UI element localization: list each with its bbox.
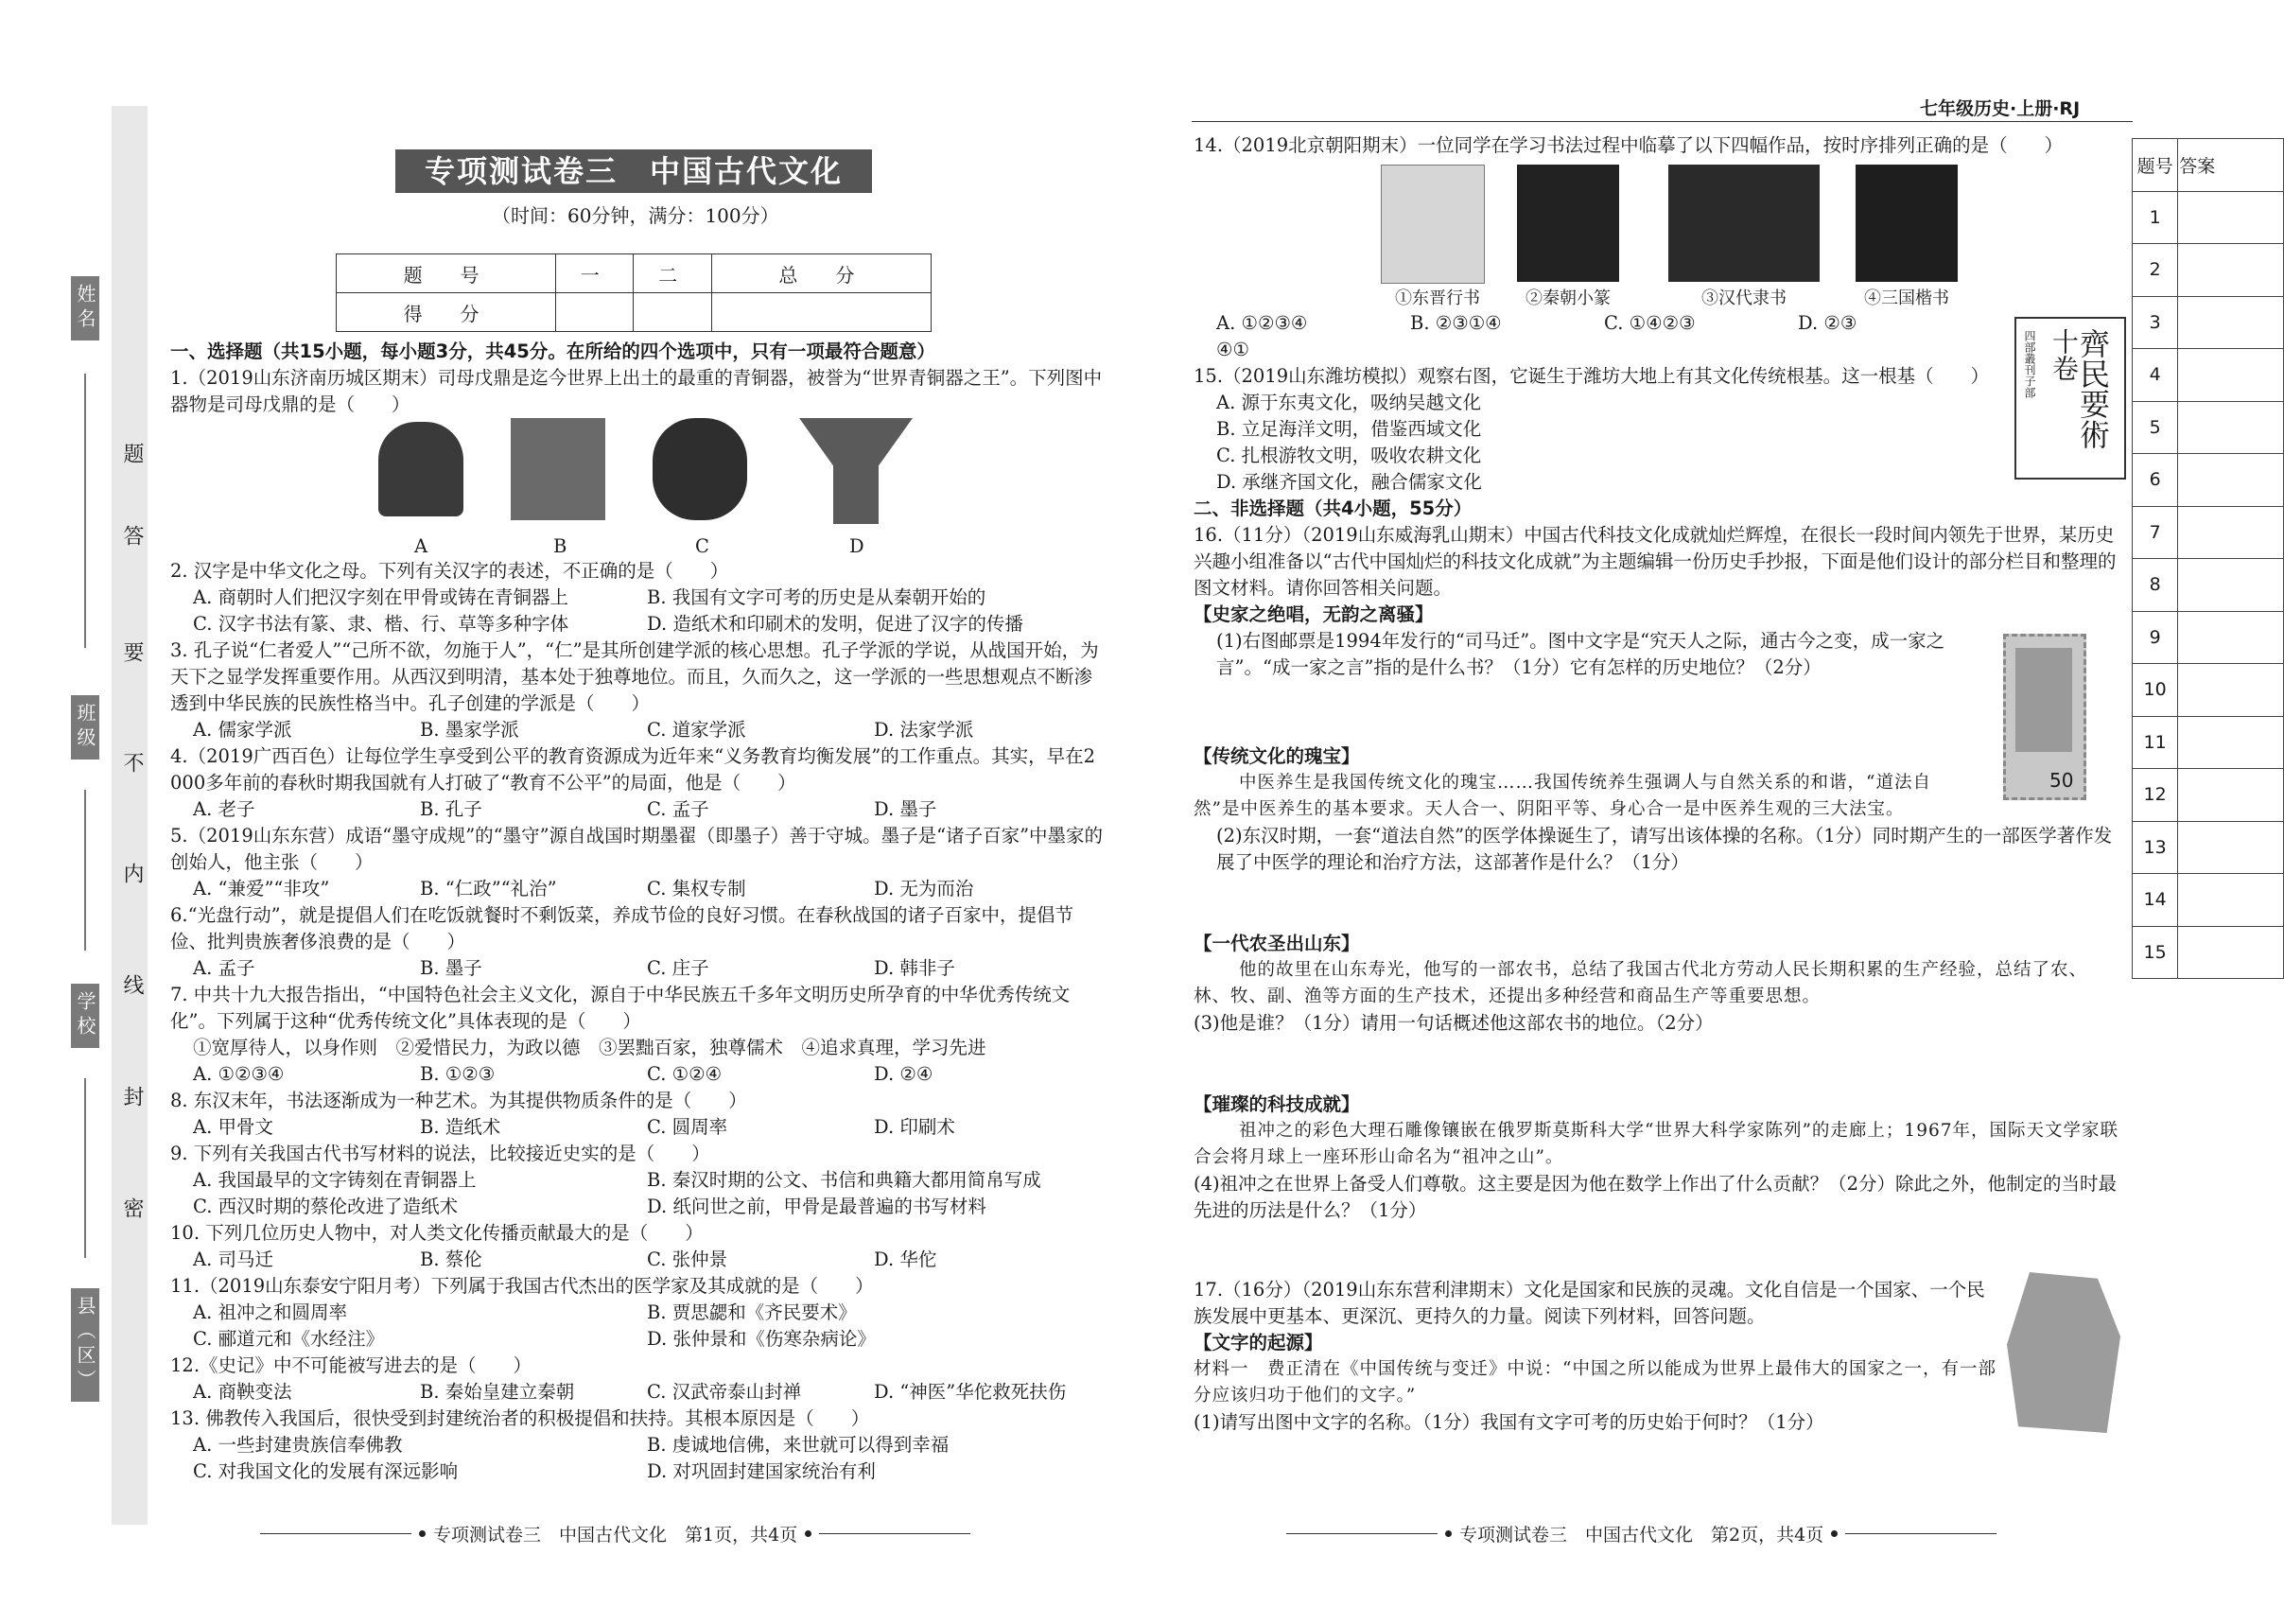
oracle-bone-image bbox=[2007, 1272, 2120, 1433]
question-15: 15.（2019山东潍坊模拟）观察右图，它诞生于潍坊大地上有其文化传统根基。这一根基（ ） bbox=[1194, 365, 1990, 387]
book-volumes: 十卷 bbox=[2049, 328, 2080, 381]
question-4: 4.（2019广西百色）让每位学生享受到公平的教育资源成为近年来“义务教育均衡发展”的工作重点。其实，早在2 000多年前的春秋时期我国就有人打破了“教育不公平”的局面，他是（ ） bbox=[170, 745, 1096, 794]
seal-char: 答 bbox=[120, 525, 144, 546]
question-16-1: (1)右图邮票是1994年发行的“司马迁”。图中文字是“究天人之际，通古今之变，成一家之言”。“成一家之言”指的是什么书？（1分）它有怎样的历史地位？（2分） bbox=[1216, 630, 1945, 678]
question-5: 5.（2019山东东营）成语“墨守成规”的“墨守”源自战国时期墨翟（即墨子）善于守城。墨子是“诸子百家”中墨家的创始人，他主张（ ） bbox=[170, 825, 1104, 873]
option-label: D bbox=[849, 535, 864, 557]
option: B. 秦始皇建立秦朝 bbox=[420, 1381, 575, 1403]
page-title: 专项测试卷三 中国古代文化 bbox=[395, 149, 872, 193]
subsection-heading: 【史家之绝唱，无韵之离骚】 bbox=[1194, 603, 1434, 625]
option: A. 我国最早的文字铸刻在青铜器上 bbox=[193, 1169, 477, 1191]
bronze-ding-icon bbox=[378, 422, 463, 516]
question-number: 3 bbox=[2133, 296, 2178, 349]
footer-left bbox=[260, 1521, 970, 1546]
page-number: 专项测试卷三 中国古代文化 第2页，共4页 bbox=[1459, 1525, 1824, 1545]
question-number: 14 bbox=[2133, 874, 2178, 927]
question-number: 10 bbox=[2133, 664, 2178, 717]
option: B. 立足海洋文明，借鉴西域文化 bbox=[1216, 418, 1482, 440]
option: B. 虔诚地信佛，来世就可以得到幸福 bbox=[647, 1434, 950, 1456]
fill-line bbox=[84, 1078, 86, 1258]
option: B. ②③①④ bbox=[1410, 312, 1502, 334]
bronze-vessel-icon bbox=[653, 418, 747, 520]
score-header-cell: 总 分 bbox=[711, 254, 931, 293]
option: A. 儒家学派 bbox=[193, 719, 292, 741]
option: C. 扎根游牧文明，吸收农耕文化 bbox=[1216, 445, 1482, 466]
option: D. “神医”华佗救死扶伤 bbox=[874, 1381, 1067, 1403]
class-label: 班级 bbox=[71, 695, 99, 760]
option: A. 商鞅变法 bbox=[193, 1381, 292, 1403]
q1-images bbox=[170, 418, 1107, 533]
sima-qian-stamp-image bbox=[2003, 634, 2086, 800]
score-header-cell: 二 bbox=[634, 254, 711, 293]
question-14: 14.（2019北京朝阳期末）一位同学在学习书法过程中临摹了以下四幅作品，按时序排列正确的是（ ） bbox=[1194, 134, 2064, 156]
answer-cell[interactable] bbox=[2178, 926, 2284, 979]
score-header-cell: 一 bbox=[556, 254, 634, 293]
option: B. 我国有文字可考的历史是从秦朝开始的 bbox=[647, 586, 986, 608]
question-9: 9. 下列有关我国古代书写材料的说法，比较接近史实的是（ ） bbox=[170, 1143, 710, 1164]
right-column-part2 bbox=[1194, 496, 2120, 1436]
score-cell[interactable] bbox=[556, 293, 634, 332]
subsection-heading: 【璀璨的科技成就】 bbox=[1194, 1093, 1360, 1115]
option: D. 承继齐国文化，融合儒家文化 bbox=[1216, 471, 1482, 493]
seal-char: 要 bbox=[120, 641, 144, 662]
subsection-heading: 【文字的起源】 bbox=[1194, 1332, 1323, 1353]
stamp-value: 50 bbox=[2049, 769, 2074, 792]
answer-cell[interactable] bbox=[2178, 191, 2284, 244]
question-13: 13. 佛教传入我国后，很快受到封建统治者的积极提倡和扶持。其根本原因是（ ） bbox=[170, 1407, 870, 1429]
left-column bbox=[170, 339, 1107, 1485]
answer-cell[interactable] bbox=[2178, 559, 2284, 612]
answer-table bbox=[2132, 138, 2284, 979]
question-16-4: (4)祖冲之在世界上备受人们尊敬。这主要是因为他在数学上作出了什么贡献？（2分）除此之外，他制定的当时最先进的历法是什么？（1分） bbox=[1194, 1173, 2118, 1221]
question-16: 16.（11分）（2019山东威海乳山期末）中国古代科技文化成就灿烂辉煌，在很长一段时间内领先于世界，某历史兴趣小组准备以“古代中国灿烂的科技文化成就”为主题编辑一份历史手抄报，下面是他们设计的部分栏目和整理的图文材料。请你回答相关问题。 bbox=[1194, 524, 2117, 599]
option: A. 甲骨文 bbox=[193, 1116, 273, 1138]
score-cell[interactable] bbox=[711, 293, 931, 332]
section-heading: 二、非选择题（共4小题，55分） bbox=[1194, 498, 1473, 519]
answer-cell[interactable] bbox=[2178, 821, 2284, 874]
exam-subtitle: （时间：60分钟，满分：100分） bbox=[492, 204, 779, 227]
question-17: 17.（16分）（2019山东东营利津期末）文化是国家和民族的灵魂。文化自信是一个国家、一个民族发展中更基本、更深沉、更持久的力量。阅读下列材料，回答问题。 bbox=[1194, 1279, 1985, 1327]
option: C. 庄子 bbox=[647, 957, 709, 979]
seal-char: 内 bbox=[120, 863, 144, 883]
score-header-cell: 题 号 bbox=[337, 254, 556, 293]
bronze-ding-icon bbox=[511, 418, 605, 520]
option: B. ①②③ bbox=[420, 1063, 496, 1085]
option: A. “兼爱”“非攻” bbox=[193, 878, 330, 899]
calligraphy-regular-script-image bbox=[1856, 165, 1958, 282]
option: A. 源于东夷文化，吸纳吴越文化 bbox=[1216, 392, 1481, 413]
answer-cell[interactable] bbox=[2178, 244, 2284, 297]
score-cell[interactable] bbox=[634, 293, 711, 332]
option: B. 秦汉时期的公文、书信和典籍大都用简帛写成 bbox=[647, 1169, 1041, 1191]
image-caption: ②秦朝小篆 bbox=[1526, 288, 1611, 308]
answer-cell[interactable] bbox=[2178, 874, 2284, 927]
answer-cell[interactable] bbox=[2178, 349, 2284, 402]
answer-cell[interactable] bbox=[2178, 454, 2284, 507]
grade-header: 七年级历史·上册·RJ bbox=[1920, 98, 2081, 119]
question-number: 6 bbox=[2133, 454, 2178, 507]
option: A. 老子 bbox=[193, 798, 255, 820]
seal-char: 封 bbox=[120, 1086, 144, 1107]
question-number: 5 bbox=[2133, 401, 2178, 454]
answer-cell[interactable] bbox=[2178, 769, 2284, 822]
material-text: 材料一 费正清在《中国传统与变迁》中说：“中国之所以能成为世界上最伟大的国家之一，有一部分应该归功于他们的文字。” bbox=[1194, 1359, 1996, 1406]
question-16-3: (3)他是谁？（1分）请用一句话概述他这部农书的地位。（2分） bbox=[1194, 1012, 1714, 1034]
option: C. 张仲景 bbox=[647, 1249, 728, 1270]
option: B. 墨子 bbox=[420, 957, 482, 979]
material-text: 祖冲之的彩色大理石雕像镶嵌在俄罗斯莫斯科大学“世界大科学家陈列”的走廊上；1967年，国际天文学家联合会将月球上一座环形山命名为“祖冲之山”。 bbox=[1194, 1121, 2119, 1167]
option: C. 汉字书法有篆、隶、楷、行、草等多种字体 bbox=[193, 613, 569, 635]
question-2: 2. 汉字是中华文化之母。下列有关汉字的表述，不正确的是（ ） bbox=[170, 560, 729, 582]
binding-strip bbox=[112, 106, 148, 1525]
option: B. 贾思勰和《齐民要术》 bbox=[647, 1301, 857, 1323]
option: A. 商朝时人们把汉字刻在甲骨或铸在青铜器上 bbox=[193, 586, 568, 608]
name-label: 姓名 bbox=[71, 276, 99, 341]
option: D. 印刷术 bbox=[874, 1116, 955, 1138]
footer-right bbox=[1286, 1521, 1996, 1546]
option: B. 蔡伦 bbox=[420, 1249, 482, 1270]
option: C. 集权专制 bbox=[647, 878, 746, 899]
option: C. 对我国文化的发展有深远影响 bbox=[193, 1460, 459, 1482]
question-number: 4 bbox=[2133, 349, 2178, 402]
book-series: 四部叢刊子部 bbox=[2023, 330, 2036, 398]
section-heading: 一、选择题（共15小题，每小题3分，共45分。在所给的四个选项中，只有一项最符合题意） bbox=[170, 341, 935, 362]
option: D. 张仲景和《伤寒杂病论》 bbox=[647, 1328, 876, 1350]
question-number: 2 bbox=[2133, 244, 2178, 297]
option: D. 法家学派 bbox=[874, 719, 974, 741]
answer-table-header: 答案 bbox=[2178, 139, 2284, 192]
option: C. 圆周率 bbox=[647, 1116, 728, 1138]
county-label: 县（区） bbox=[71, 1288, 99, 1402]
option: B. “仁政”“礼治” bbox=[420, 878, 557, 899]
answer-cell[interactable] bbox=[2178, 716, 2284, 769]
answer-cell[interactable] bbox=[2178, 664, 2284, 717]
option: C. 孟子 bbox=[647, 798, 709, 820]
option: A. 一些封建贵族信奉佛教 bbox=[193, 1434, 403, 1456]
option: C. 道家学派 bbox=[647, 719, 746, 741]
option: B. 墨家学派 bbox=[420, 719, 519, 741]
option: D. ②③ bbox=[1798, 312, 1857, 334]
image-caption: ③汉代隶书 bbox=[1701, 288, 1787, 308]
question-number: 15 bbox=[2133, 926, 2178, 979]
answer-cell[interactable] bbox=[2178, 611, 2284, 664]
option: D. ②④ bbox=[874, 1063, 933, 1085]
calligraphy-running-script-image bbox=[1381, 165, 1485, 284]
calligraphy-seal-script-image bbox=[1517, 165, 1619, 282]
question-10: 10. 下列几位历史人物中，对人类文化传播贡献最大的是（ ） bbox=[170, 1222, 704, 1244]
book-title: 齊民要術 bbox=[2075, 328, 2111, 449]
option: D. 墨子 bbox=[874, 798, 937, 820]
material-text: 中医养生是我国传统文化的瑰宝……我国传统养生强调人与自然关系的和谐，“道法自然”是中医养生的基本要求。天人合一、阴阳平等、身心合一是中医养生观的三大法宝。 bbox=[1194, 773, 1931, 819]
option-label: C bbox=[695, 535, 709, 557]
material-text: 他的故里在山东寿光，他写的一部农书，总结了我国古代北方劳动人民长期积累的生产经验，总结了农、林、牧、副、渔等方面的生产技术，还提出多种经营和商品生产等重要思想。 bbox=[1194, 960, 2088, 1006]
image-caption: ④三国楷书 bbox=[1864, 288, 1949, 308]
option: C. 西汉时期的蔡伦改进了造纸术 bbox=[193, 1196, 459, 1217]
calligraphy-images bbox=[1194, 159, 1988, 310]
option: B. 造纸术 bbox=[420, 1116, 501, 1138]
question-16-2: (2)东汉时期，一套“道法自然”的医学体操诞生了，请写出该体操的名称。（1分）同时期产生的一部医学著作发展了中医学的理论和治疗方法，这部著作是什么？（1分） bbox=[1216, 825, 2113, 873]
question-1: 1.（2019山东济南历城区期末）司母戊鼎是迄今世界上出土的最重的青铜器，被誉为“世界青铜器之王”。下列图中器物是司母戊鼎的是（ ） bbox=[170, 367, 1103, 415]
question-number: 12 bbox=[2133, 769, 2178, 822]
seal-char: 密 bbox=[120, 1197, 144, 1218]
question-7: 7. 中共十九大报告指出，“中国特色社会主义文化，源自于中华民族五千多年文明历史所孕育的中华优秀传统文化”。下列属于这种“优秀传统文化”具体表现的是（ ） bbox=[170, 984, 1071, 1032]
question-3: 3. 孔子说“仁者爱人”“己所不欲，勿施于人”，“仁”是其所创建学派的核心思想。孔子学派的学说，从战国开始，为天下之显学发挥重要作用。从西汉到明清，基本处于独尊地位。而且，久而久之，这一学派的一些思想观点不断渗透到中华民族的民族性格当中。孔子创建的学派是（ ） bbox=[170, 639, 1099, 714]
option: D. 韩非子 bbox=[874, 957, 955, 979]
score-label-cell: 得 分 bbox=[337, 293, 556, 332]
option: A. 孟子 bbox=[193, 957, 255, 979]
option-label: A bbox=[414, 535, 428, 557]
option: D. 华佗 bbox=[874, 1249, 937, 1270]
calligraphy-clerical-script-image bbox=[1668, 165, 1820, 282]
seal-char: 不 bbox=[120, 752, 144, 773]
option-continued: ④① bbox=[1216, 339, 1249, 360]
option: C. ①④②③ bbox=[1604, 312, 1696, 334]
option: A. ①②③④ bbox=[1216, 312, 1308, 334]
seal-char: 线 bbox=[120, 974, 144, 995]
option: C. ①②④ bbox=[647, 1063, 723, 1085]
question-7-items: ①宽厚待人，以身作则 ②爱惜民力，为政以德 ③罢黜百家，独尊儒术 ④追求真理，学习先进 bbox=[193, 1037, 986, 1058]
option: D. 无为而治 bbox=[874, 878, 974, 899]
image-caption: ①东晋行书 bbox=[1395, 288, 1480, 308]
question-number: 7 bbox=[2133, 506, 2178, 559]
page-number: 专项测试卷三 中国古代文化 第1页，共4页 bbox=[433, 1525, 798, 1545]
question-number: 13 bbox=[2133, 821, 2178, 874]
answer-cell[interactable] bbox=[2178, 506, 2284, 559]
question-number: 9 bbox=[2133, 611, 2178, 664]
question-8: 8. 东汉末年，书法逐渐成为一种艺术。为其提供物质条件的是（ ） bbox=[170, 1090, 747, 1111]
option-label: B bbox=[553, 535, 567, 557]
header-rule bbox=[1192, 121, 2133, 122]
option: A. 司马迁 bbox=[193, 1249, 273, 1270]
seal-char: 题 bbox=[120, 443, 144, 463]
option: C. 汉武帝泰山封禅 bbox=[647, 1381, 802, 1403]
question-number: 11 bbox=[2133, 716, 2178, 769]
book-cover-image bbox=[2014, 317, 2126, 480]
question-11: 11.（2019山东泰安宁阳月考）下列属于我国古代杰出的医学家及其成就的是（ ） bbox=[170, 1275, 874, 1297]
option: D. 造纸术和印刷术的发明，促进了汉字的传播 bbox=[647, 613, 1023, 635]
option: D. 纸问世之前，甲骨是最普遍的书写材料 bbox=[647, 1196, 986, 1217]
option: D. 对巩固封建国家统治有利 bbox=[647, 1460, 876, 1482]
school-label: 学校 bbox=[71, 984, 99, 1048]
option: A. 祖冲之和圆周率 bbox=[193, 1301, 347, 1323]
question-6: 6.“光盘行动”，就是提倡人们在吃饭就餐时不剩饭菜，养成节俭的良好习惯。在春秋战国的诸子百家中，提倡节俭、批判贵族奢侈浪费的是（ ） bbox=[170, 904, 1074, 952]
answer-table-header: 题号 bbox=[2133, 139, 2178, 192]
option: A. ①②③④ bbox=[193, 1063, 285, 1085]
fill-line bbox=[84, 790, 86, 951]
question-17-1: (1)请写出图中文字的名称。（1分）我国有文字可考的历史始于何时？（1分） bbox=[1194, 1411, 1824, 1433]
subsection-heading: 【一代农圣出山东】 bbox=[1194, 933, 1360, 954]
fill-line bbox=[84, 374, 86, 648]
bronze-zun-icon bbox=[799, 418, 913, 524]
subsection-heading: 【传统文化的瑰宝】 bbox=[1194, 745, 1360, 767]
question-number: 1 bbox=[2133, 191, 2178, 244]
answer-cell[interactable] bbox=[2178, 401, 2284, 454]
option: C. 郦道元和《水经注》 bbox=[193, 1328, 385, 1350]
question-number: 8 bbox=[2133, 559, 2178, 612]
answer-cell[interactable] bbox=[2178, 296, 2284, 349]
question-12: 12.《史记》中不可能被写进去的是（ ） bbox=[170, 1354, 532, 1376]
option: B. 孔子 bbox=[420, 798, 482, 820]
score-table bbox=[336, 253, 932, 332]
